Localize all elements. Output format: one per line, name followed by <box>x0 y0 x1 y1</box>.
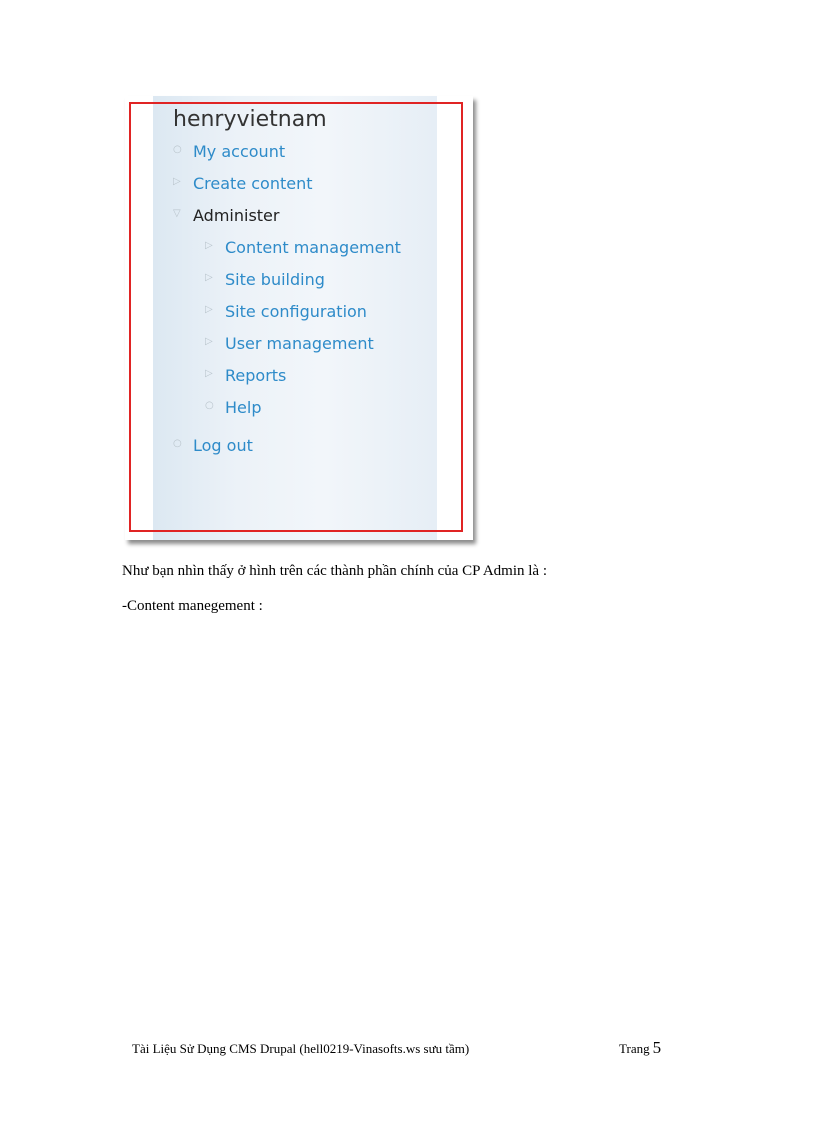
menu-item-label: My account <box>193 142 286 161</box>
triangle-right-icon: ▷ <box>173 175 181 187</box>
menu-item-label: Help <box>225 398 262 417</box>
menu-item-label: User management <box>225 334 374 353</box>
menu-item-label: Administer <box>193 206 280 225</box>
page-label: Trang <box>619 1041 650 1056</box>
highlight-frame <box>129 102 463 532</box>
footer-title: Tài Liệu Sử Dụng CMS Drupal (hell0219-Vinasofts.ws sưu tầm) <box>132 1041 470 1056</box>
section-subheading: -Content manegement : <box>122 598 263 614</box>
admin-menu-screenshot <box>125 96 473 540</box>
triangle-right-icon: ▷ <box>205 271 213 283</box>
body-caption: Như bạn nhìn thấy ở hình trên các thành phần chính của CP Admin là : <box>122 563 548 579</box>
menu-item-label: Create content <box>193 174 313 193</box>
triangle-right-icon: ▷ <box>205 367 213 379</box>
circle-bullet-icon: ○ <box>205 399 214 411</box>
circle-bullet-icon: ○ <box>173 437 182 449</box>
page-number: 5 <box>652 1038 662 1057</box>
triangle-right-icon: ▷ <box>205 335 213 347</box>
triangle-right-icon: ▷ <box>205 303 213 315</box>
triangle-right-icon: ▷ <box>205 239 213 251</box>
menu-item-label: Site configuration <box>225 302 367 321</box>
menu-item-label: Site building <box>225 270 325 289</box>
circle-bullet-icon: ○ <box>173 143 182 155</box>
triangle-down-icon: ▽ <box>173 207 181 219</box>
menu-username: henryvietnam <box>173 107 327 132</box>
menu-item-label: Log out <box>193 436 253 455</box>
page-number-block <box>619 1038 661 1058</box>
menu-item-label: Content management <box>225 238 401 257</box>
menu-item-label: Reports <box>225 366 287 385</box>
